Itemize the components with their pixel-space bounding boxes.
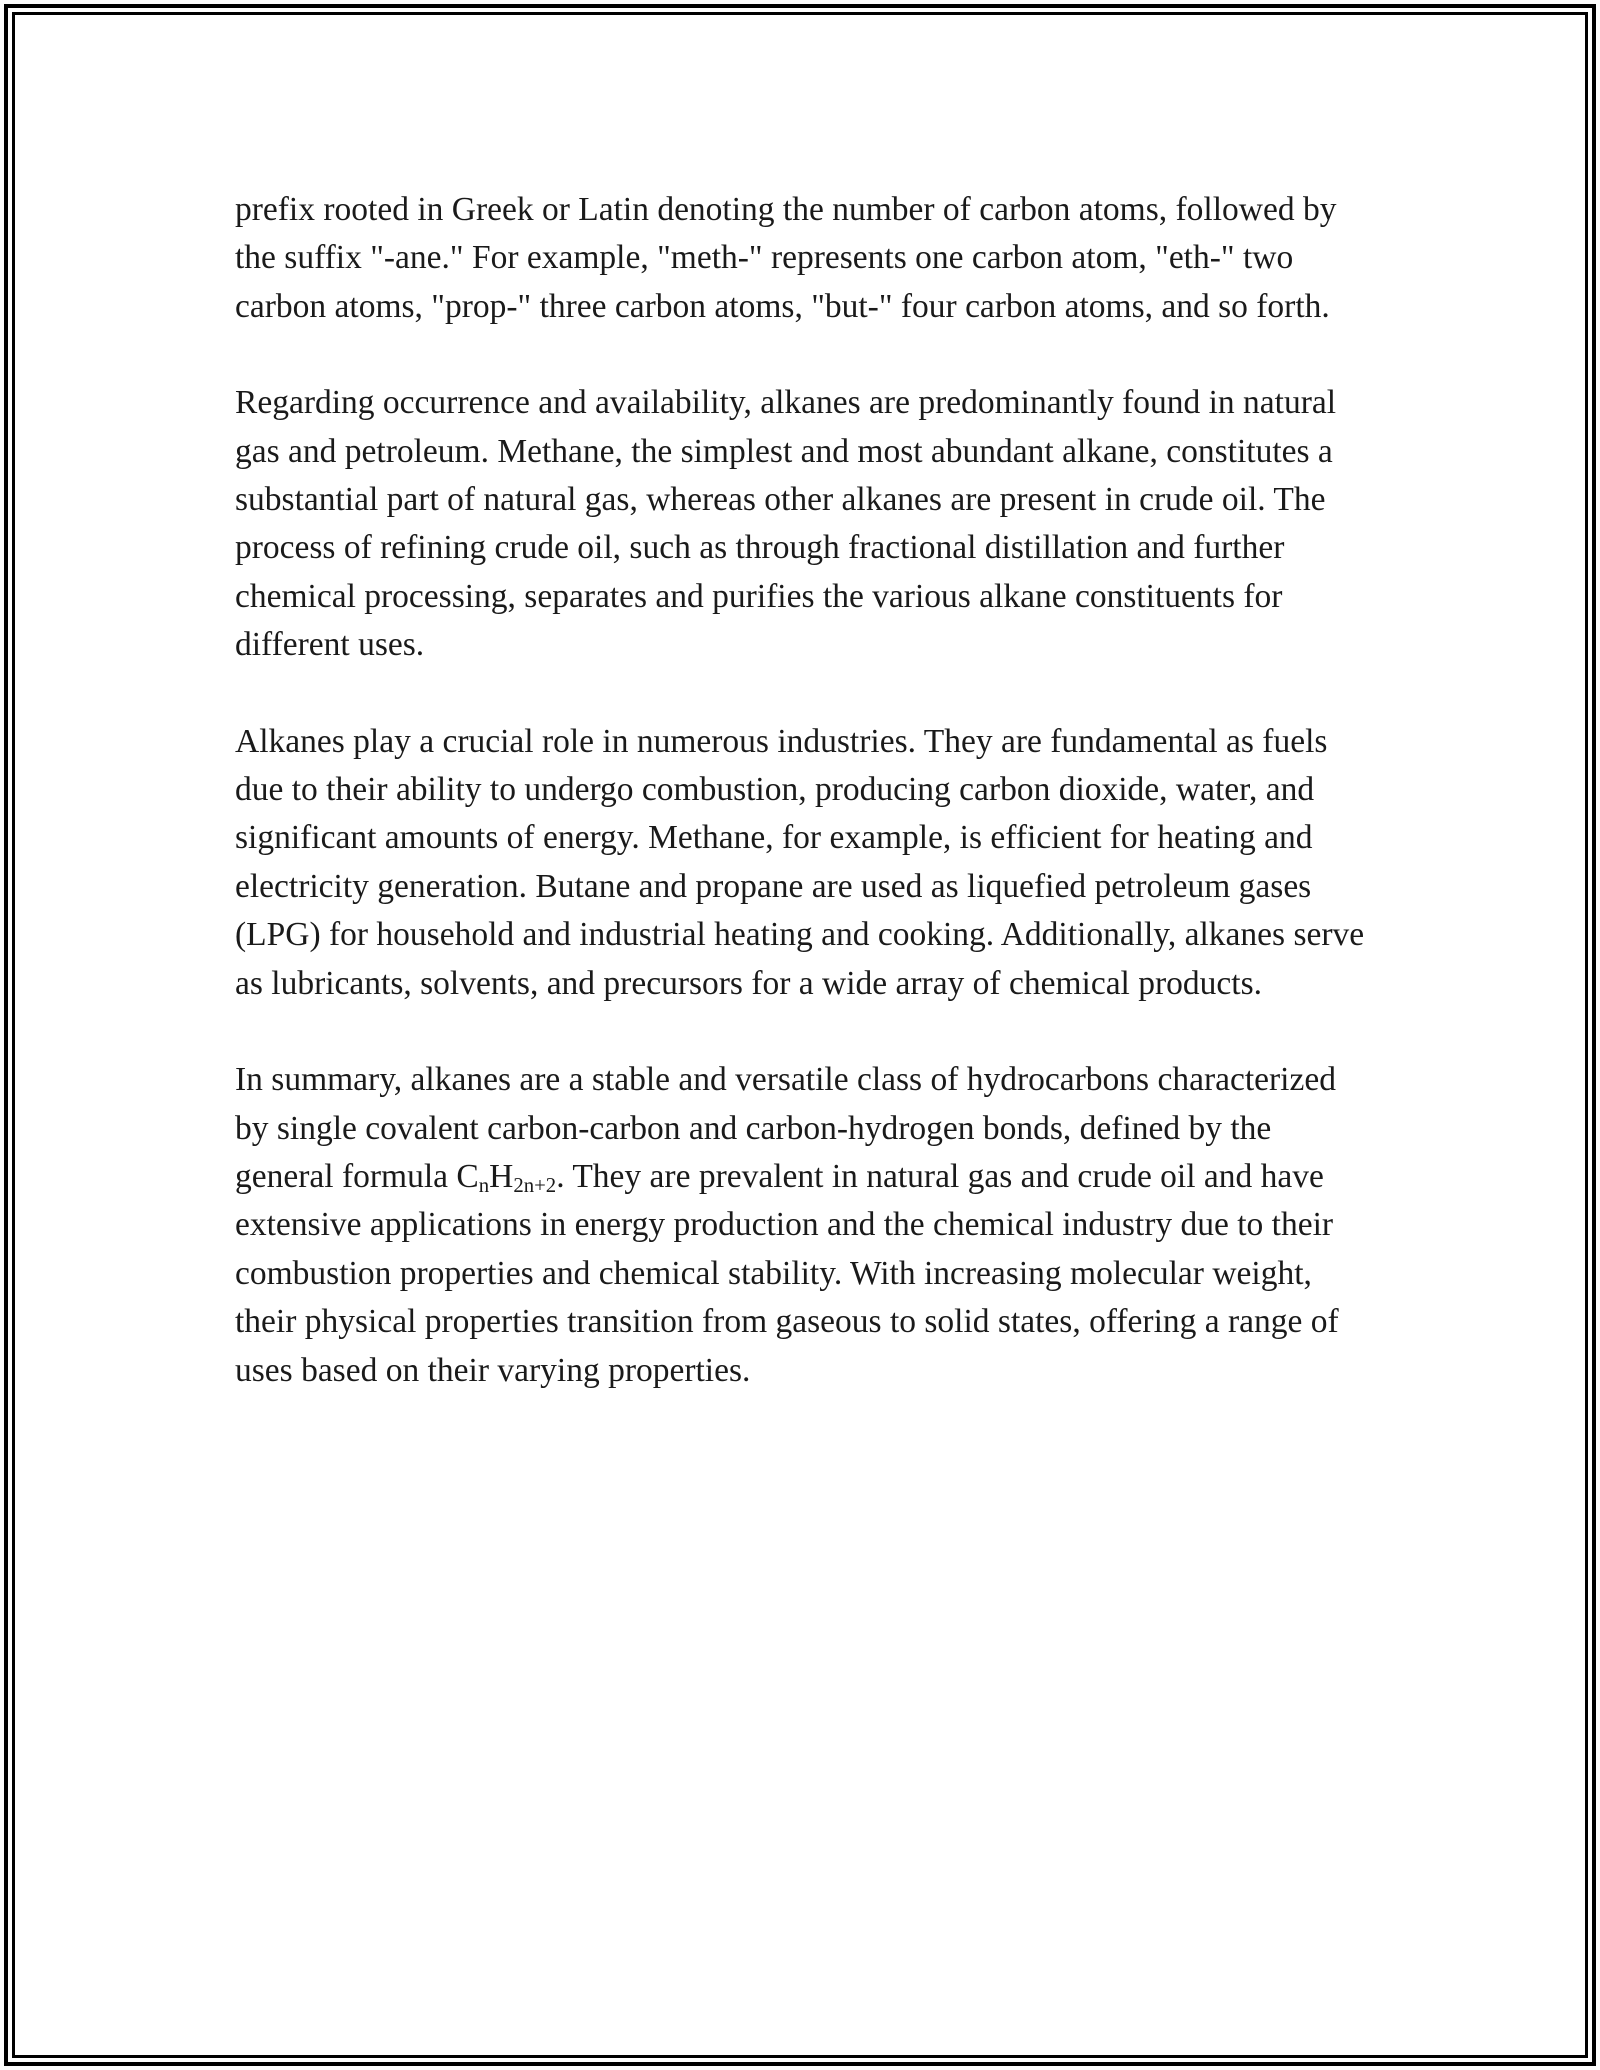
- general-formula: [456, 1157, 557, 1198]
- summary-text-before-formula: In summary, alkanes are a stable and versatile class of hydrocarbons characterized by single covalent carbon-carbon and carbon-hydrogen bonds, defined by the general formula: [235, 1061, 1336, 1195]
- paragraph-occurrence: Regarding occurrence and availability, alkanes are predominantly found in natural gas and petroleum. Methane, the simplest and most abundant alkane, constitutes a substantial part of natural gas, whereas other alkanes are present in crude oil. The process of refining crude oil, such as through fractional distillation and further chemical processing, separates and purifies the various alkane constituents for different uses.: [235, 384, 1337, 664]
- document-body: [235, 186, 1375, 1443]
- formula-hydrogen-subscript: 2n+2: [513, 1174, 557, 1198]
- formula-carbon: C: [456, 1157, 479, 1195]
- paragraph-naming-prefixes: prefix rooted in Greek or Latin denoting the number of carbon atoms, followed by the suffix "-ane." For example, "meth-" represents one carbon atom, "eth-" two carbon atoms, "prop-" three carbon atoms, "but-" four carbon atoms, and so forth.: [235, 191, 1337, 325]
- paragraph-industrial-uses: Alkanes play a crucial role in numerous industries. They are fundamental as fuels due to their ability to undergo combustion, producing carbon dioxide, water, and significant amounts of energy. Methane, for example, is efficient for heating and electricity generation. Butane and propane are used as liquefied petroleum gases (LPG) for household and industrial heating and cooking. Additionally, alkanes serve as lubricants, solvents, and precursors for a wide array of chemical products.: [235, 722, 1365, 1002]
- formula-carbon-subscript: n: [478, 1174, 490, 1198]
- formula-hydrogen: H: [489, 1157, 514, 1195]
- summary-text-after-formula: . They are prevalent in natural gas and crude oil and have extensive applications in energy production and the chemical industry due to their combustion properties and chemical stability. With increasing molecular weight, their physical properties transition from gaseous to solid states, offering a range of uses based on their varying properties.: [235, 1157, 1339, 1389]
- paragraph-summary: [235, 1056, 1375, 1395]
